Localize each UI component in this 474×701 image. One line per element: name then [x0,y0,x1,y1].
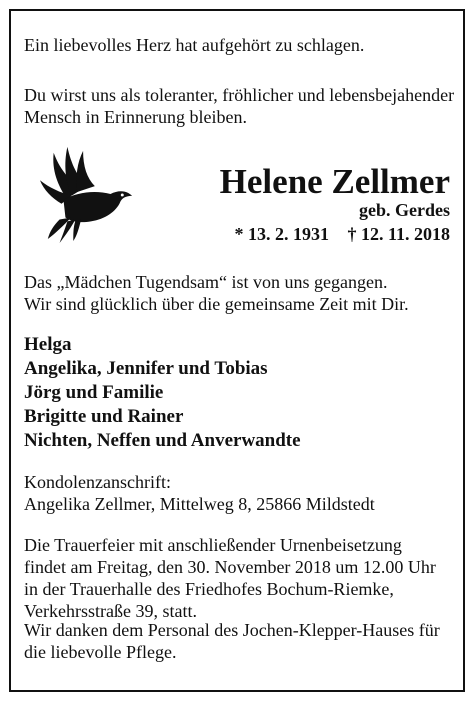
funeral-line: findet am Freitag, den 30. November 2018 um 12.00 Uhr [24,557,436,577]
maiden-name: geb. Gerdes [359,200,450,220]
mourner-name: Brigitte und Rainer [24,406,184,427]
mourner-name: Jörg und Familie [24,382,164,403]
dove-icon [38,141,136,243]
life-dates [234,224,450,245]
mourners-list [24,333,301,453]
memory-paragraph [24,84,454,128]
thanks-paragraph [24,619,440,663]
funeral-line: Die Trauerfeier mit anschließender Urnenbeisetzung [24,535,402,555]
departure-paragraph [24,271,409,315]
funeral-line: in der Trauerhalle des Friedhofes Bochum-Riemke, [24,579,394,599]
condolence-line: Angelika Zellmer, Mittelweg 8, 25866 Mildstedt [24,494,375,514]
condolence-address [24,471,375,515]
departure-line: Das „Mädchen Tugendsam“ ist von uns gegangen. [24,272,388,292]
funeral-line: Verkehrsstraße 39, statt. [24,601,197,621]
birth-date: * 13. 2. 1931 [234,224,329,244]
thanks-line: Wir danken dem Personal des Jochen-Klepper-Hauses für [24,620,440,640]
condolence-label: Kondolenzanschrift: [24,472,171,492]
memory-line: Mensch in Erinnerung bleiben. [24,107,247,127]
departure-line: Wir sind glücklich über die gemeinsame Zeit mit Dir. [24,294,409,314]
mourner-name: Angelika, Jennifer und Tobias [24,358,268,379]
mourner-name: Nichten, Neffen und Anverwandte [24,430,301,451]
memory-line: Du wirst uns als toleranter, fröhlicher und lebensbejahender [24,85,455,105]
death-date: † 12. 11. 2018 [347,224,450,244]
funeral-paragraph [24,534,436,622]
thanks-line: die liebevolle Pflege. [24,642,177,662]
intro-text: Ein liebevolles Herz hat aufgehört zu schlagen. [24,35,365,55]
obituary-notice [9,9,465,692]
deceased-name: Helene Zellmer [219,162,450,201]
mourner-name: Helga [24,334,72,355]
